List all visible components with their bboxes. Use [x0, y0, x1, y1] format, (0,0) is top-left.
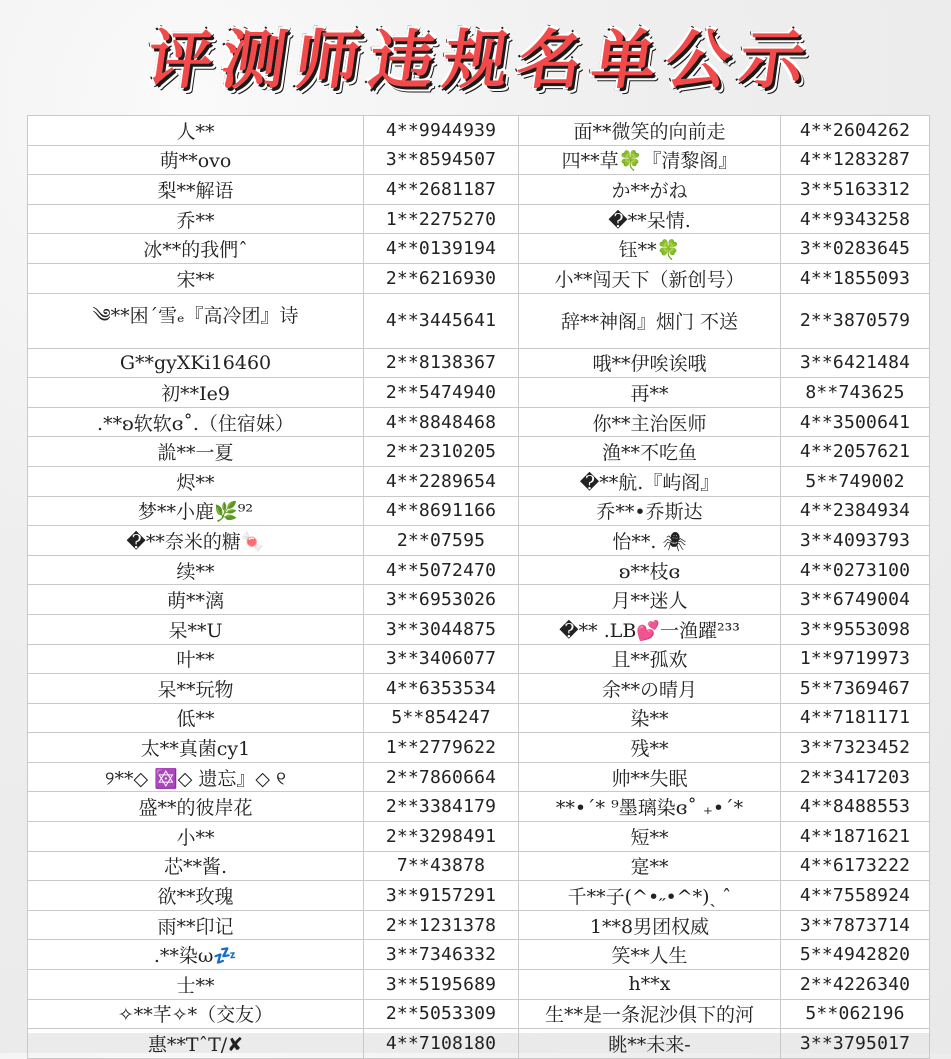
user-name-cell: 千**子(^•˶•^*)ˎ ˆ [519, 881, 781, 911]
user-name-cell: 且**孤欢 [519, 644, 781, 674]
user-name-cell: ʚ**枝ɞ [519, 555, 781, 585]
user-id-cell: 3**5195689 [364, 970, 519, 1000]
user-id-cell: 4**6353534 [364, 674, 519, 704]
user-id-cell: 4**1855093 [781, 263, 930, 293]
user-id-cell: 2**7860664 [364, 762, 519, 792]
user-id-cell: 5**749002 [781, 466, 930, 496]
user-id-cell: 4**0273100 [781, 555, 930, 585]
user-name-cell: 你**主治医师 [519, 407, 781, 437]
user-id-cell: 4**7558924 [781, 881, 930, 911]
user-name-cell: ༄**困ˊ雪ₑ『高冷团』诗 [28, 293, 364, 348]
table-row [28, 496, 930, 526]
user-id-cell: 4**7108180 [364, 1029, 519, 1059]
user-id-cell: 3**5163312 [781, 175, 930, 205]
user-id-cell: 3**7323452 [781, 733, 930, 763]
user-name-cell: �**航.『屿阁』 [519, 466, 781, 496]
user-id-cell: 2**4226340 [781, 970, 930, 1000]
table-row [28, 378, 930, 408]
table-row [28, 881, 930, 911]
table-row [28, 762, 930, 792]
table-row [28, 822, 930, 852]
user-id-cell: 2**8138367 [364, 348, 519, 378]
user-id-cell: 1**9719973 [781, 644, 930, 674]
user-id-cell: 7**43878 [364, 851, 519, 881]
table-row [28, 733, 930, 763]
user-id-cell: 1**2275270 [364, 204, 519, 234]
user-id-cell: 5**7369467 [781, 674, 930, 704]
table-row [28, 555, 930, 585]
user-name-cell: .**染ω💤 [28, 940, 364, 970]
user-id-cell: 3**6953026 [364, 585, 519, 615]
user-name-cell: 怡**. 🕷 [519, 526, 781, 556]
user-name-cell: 残** [519, 733, 781, 763]
user-name-cell: 詤**一夏 [28, 437, 364, 467]
table-row [28, 703, 930, 733]
user-id-cell: 4**5072470 [364, 555, 519, 585]
user-id-cell: 4**2384934 [781, 496, 930, 526]
user-name-cell: 帅**失眠 [519, 762, 781, 792]
user-name-cell: 余**の晴月 [519, 674, 781, 704]
table-row [28, 204, 930, 234]
user-id-cell: 4**3500641 [781, 407, 930, 437]
user-id-cell: 3**8594507 [364, 145, 519, 175]
user-name-cell: ✧**芊✧*（交友） [28, 999, 364, 1029]
user-id-cell: 3**9553098 [781, 614, 930, 644]
user-id-cell: 4**9944939 [364, 116, 519, 146]
user-name-cell: 萌**漓 [28, 585, 364, 615]
user-id-cell: 2**3384179 [364, 792, 519, 822]
user-name-cell: 乔**•乔斯达 [519, 496, 781, 526]
title-char: 规 [438, 24, 513, 98]
table-row [28, 644, 930, 674]
table-row [28, 614, 930, 644]
user-id-cell: 3**4093793 [781, 526, 930, 556]
user-id-cell: 2**3870579 [781, 293, 930, 348]
user-id-cell: 2**5053309 [364, 999, 519, 1029]
user-id-cell: 3**0283645 [781, 234, 930, 264]
user-id-cell: 3**3044875 [364, 614, 519, 644]
user-name-cell: **•ˊ* ⁹墨璃染ɞ˚ ₊•ˊ* [519, 792, 781, 822]
user-name-cell: �**奈米的糖🍬 [28, 526, 364, 556]
user-name-cell: 梦**小鹿🌿⁹² [28, 496, 364, 526]
user-name-cell: 冰**的我們ˆ [28, 234, 364, 264]
table-row [28, 293, 930, 348]
user-name-cell: 宋** [28, 263, 364, 293]
user-name-cell: 人** [28, 116, 364, 146]
user-id-cell: 5**854247 [364, 703, 519, 733]
user-name-cell: 哦**伊唉诶哦 [519, 348, 781, 378]
table-row [28, 526, 930, 556]
title-char: 示 [734, 24, 809, 98]
user-id-cell: 4**2289654 [364, 466, 519, 496]
user-name-cell: 呆**玩物 [28, 674, 364, 704]
user-name-cell: 芯**酱. [28, 851, 364, 881]
title-char: 公 [660, 24, 735, 98]
user-name-cell: 短** [519, 822, 781, 852]
user-name-cell: 渔**不吃鱼 [519, 437, 781, 467]
user-name-cell: 烬** [28, 466, 364, 496]
title-char: 师 [290, 24, 365, 98]
table-row [28, 437, 930, 467]
table-row [28, 970, 930, 1000]
user-name-cell: 低** [28, 703, 364, 733]
table-row [28, 145, 930, 175]
user-id-cell: 2**1231378 [364, 910, 519, 940]
user-id-cell: 3**3406077 [364, 644, 519, 674]
user-id-cell: 4**9343258 [781, 204, 930, 234]
user-id-cell: 2**3417203 [781, 762, 930, 792]
user-id-cell: 2**3298491 [364, 822, 519, 852]
user-id-cell: 8**743625 [781, 378, 930, 408]
user-id-cell: 5**062196 [781, 999, 930, 1029]
user-name-cell: 续** [28, 555, 364, 585]
user-name-cell: 面**微笑的向前走 [519, 116, 781, 146]
user-name-cell: 眺**未来- [519, 1029, 781, 1059]
user-id-cell: 5**4942820 [781, 940, 930, 970]
page-title [0, 14, 951, 108]
user-id-cell: 4**2681187 [364, 175, 519, 205]
user-name-cell: .**ʚ软软ɞ˚.（住宿妹） [28, 407, 364, 437]
table-row [28, 792, 930, 822]
table-row [28, 940, 930, 970]
user-id-cell: 4**8691166 [364, 496, 519, 526]
title-char: 违 [364, 24, 439, 98]
user-name-cell: 钰**🍀 [519, 234, 781, 264]
table-row [28, 674, 930, 704]
table-row [28, 851, 930, 881]
violation-table-body [28, 116, 930, 1059]
user-name-cell: 盛**的彼岸花 [28, 792, 364, 822]
user-name-cell: 欲**玫瑰 [28, 881, 364, 911]
table-row [28, 407, 930, 437]
user-name-cell: 雨**印记 [28, 910, 364, 940]
user-name-cell: 染** [519, 703, 781, 733]
user-id-cell: 4**3445641 [364, 293, 519, 348]
user-id-cell: 3**7873714 [781, 910, 930, 940]
user-id-cell: 4**1871621 [781, 822, 930, 852]
violation-table [27, 115, 930, 1059]
user-name-cell: h**x [519, 970, 781, 1000]
user-id-cell: 4**2057621 [781, 437, 930, 467]
user-name-cell: 初**Ie9 [28, 378, 364, 408]
user-name-cell: 1**8男团权威 [519, 910, 781, 940]
table-row [28, 910, 930, 940]
user-name-cell: �**呆情. [519, 204, 781, 234]
user-id-cell: 4**7181171 [781, 703, 930, 733]
user-name-cell: 呆**U [28, 614, 364, 644]
user-name-cell: 小**闯天下（新创号） [519, 263, 781, 293]
user-id-cell: 2**2310205 [364, 437, 519, 467]
user-name-cell: 小** [28, 822, 364, 852]
user-name-cell: 辞**神阁』烟门 不送 [519, 293, 781, 348]
user-name-cell: 寔** [519, 851, 781, 881]
user-id-cell: 4**0139194 [364, 234, 519, 264]
user-id-cell: 3**9157291 [364, 881, 519, 911]
table-row [28, 175, 930, 205]
user-name-cell: 再** [519, 378, 781, 408]
user-name-cell: 太**真菌cy1 [28, 733, 364, 763]
user-id-cell: 2**5474940 [364, 378, 519, 408]
title-char: 单 [586, 24, 661, 98]
user-name-cell: 乔** [28, 204, 364, 234]
table-row [28, 116, 930, 146]
user-id-cell: 4**8488553 [781, 792, 930, 822]
user-id-cell: 2**07595 [364, 526, 519, 556]
table-row [28, 1029, 930, 1059]
table-row [28, 585, 930, 615]
user-id-cell: 3**6749004 [781, 585, 930, 615]
user-name-cell: 萌**ovo [28, 145, 364, 175]
user-name-cell: 士** [28, 970, 364, 1000]
violation-list-sheet [27, 115, 929, 1057]
user-name-cell: G**gyXKi16460 [28, 348, 364, 378]
user-id-cell: 4**1283287 [781, 145, 930, 175]
user-name-cell: 叶** [28, 644, 364, 674]
user-name-cell: 梨**解语 [28, 175, 364, 205]
user-name-cell: ୨**◇ 🔯◇ 遗忘』◇ ୧ [28, 762, 364, 792]
title-char: 测 [216, 24, 291, 98]
table-row [28, 466, 930, 496]
user-id-cell: 1**2779622 [364, 733, 519, 763]
table-row [28, 263, 930, 293]
user-id-cell: 3**7346332 [364, 940, 519, 970]
title-char: 评 [142, 24, 217, 98]
user-name-cell: 四**草🍀『清黎阁』 [519, 145, 781, 175]
user-id-cell: 4**2604262 [781, 116, 930, 146]
user-id-cell: 3**6421484 [781, 348, 930, 378]
user-id-cell: 4**6173222 [781, 851, 930, 881]
user-id-cell: 2**6216930 [364, 263, 519, 293]
user-name-cell: か**がね [519, 175, 781, 205]
table-row [28, 234, 930, 264]
user-id-cell: 4**8848468 [364, 407, 519, 437]
table-row [28, 348, 930, 378]
user-name-cell: 月**迷人 [519, 585, 781, 615]
user-name-cell: 惠**TˆT/✘ [28, 1029, 364, 1059]
user-name-cell: 生**是一条泥沙俱下的河 [519, 999, 781, 1029]
user-name-cell: 笑**人生 [519, 940, 781, 970]
table-row [28, 999, 930, 1029]
user-name-cell: �** .LB💕一渔躍²³³ [519, 614, 781, 644]
user-id-cell: 3**3795017 [781, 1029, 930, 1059]
title-char: 名 [512, 24, 587, 98]
